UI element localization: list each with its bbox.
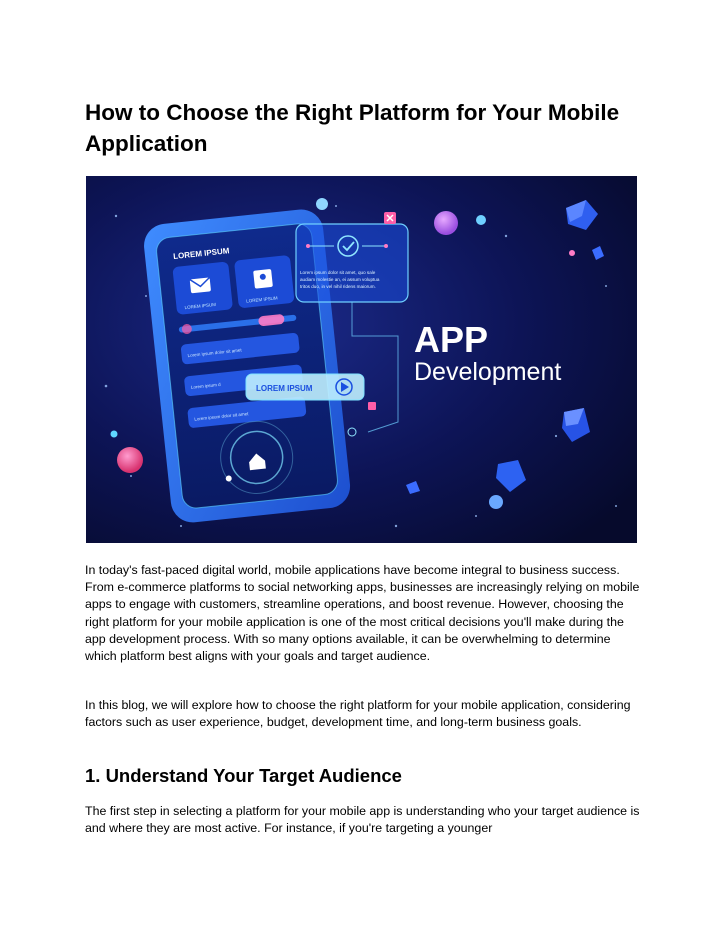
float-text-3: tritos duo, in vel nihil ridens maiorum. bbox=[300, 284, 376, 289]
phone-row-text-3: Lorem ipsum dolor sit amet bbox=[194, 411, 249, 422]
document-title: How to Choose the Right Platform for Your Mobile Application bbox=[85, 100, 620, 156]
tile-label-1: LOREM IPSUM bbox=[184, 301, 217, 311]
section-heading: 1. Understand Your Target Audience bbox=[85, 765, 402, 786]
phone-header-text: LOREM IPSUM bbox=[172, 246, 230, 262]
overview-paragraph: In this blog, we will explore how to choose the right platform for your mobile application, considering factors such as user experience, budget, development time, and long-term business goals. bbox=[85, 698, 631, 730]
banner-text: LOREM IPSUM bbox=[256, 384, 313, 393]
app-development-illustration bbox=[86, 176, 637, 543]
hero-headline-development: Development bbox=[414, 358, 562, 386]
section-paragraph: The first step in selecting a platform for your mobile app is understanding who your target audience is and where they are most active. For instance, if you're targeting a younger bbox=[85, 804, 640, 836]
hero-headline-app: APP bbox=[414, 319, 489, 360]
hero-illustration bbox=[86, 176, 637, 543]
tile-label-2: LOREM IPSUM bbox=[246, 295, 278, 304]
phone-row-text-2: Lorem ipsum d bbox=[190, 381, 221, 390]
phone-row-text-1: Lorem ipsum dolor sit amet bbox=[187, 347, 242, 359]
float-text-1: Lorem ipsum dolor sit amet, quo sale bbox=[300, 270, 376, 275]
intro-paragraph: In today's fast-paced digital world, mobile applications have become integral to business success. From e-commerce platforms to social networking apps, businesses are increasingly relying on mobile apps to engage with customers, streamline operations, and boost revenue. However, choosing the right platform for your mobile application is one of the most critical decisions you'll make during the app development process. With so many options available, it can be overwhelming to determine which platform best aligns with your goals and target audience. bbox=[85, 563, 640, 664]
float-text-2: audiam molestie an, ei assum voluptua bbox=[300, 277, 380, 282]
